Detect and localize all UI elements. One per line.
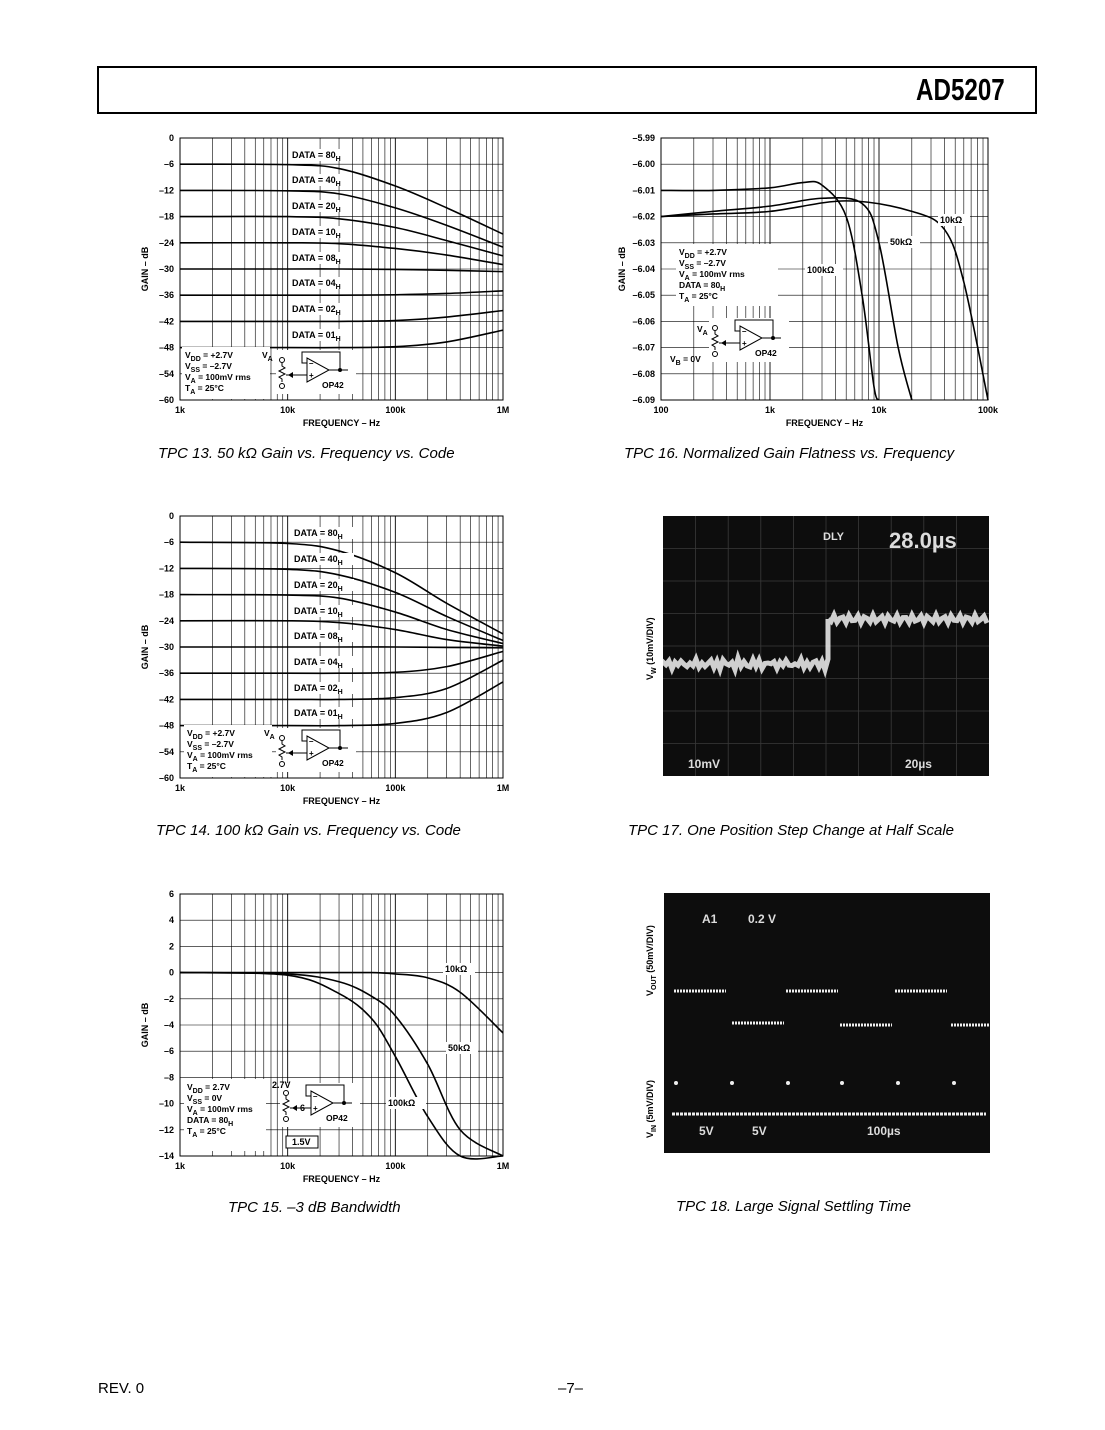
vin-spike-dot (786, 1081, 790, 1085)
scope-tpc17 (663, 516, 989, 776)
y-tick-label: –6.02 (632, 211, 655, 222)
y-tick-label: –6.09 (632, 395, 655, 405)
condition-text: $T_A = 25^\circ C$ (187, 1126, 226, 1139)
y-tick-label: 0 (168, 133, 174, 143)
y-tick-label: –18 (158, 211, 174, 222)
scope-label-time-div: 20µs (905, 757, 932, 771)
chart-tpc15 (130, 886, 520, 1186)
x-tick-label: 1k (764, 405, 776, 415)
page-header (97, 66, 1037, 114)
y-tick-label: –36 (158, 668, 174, 679)
condition-text: $V_{DD} = +2.7V$ (679, 247, 727, 260)
y-tick-label: –6 (163, 537, 174, 548)
condition-text: $T_A = 25^\circ C$ (679, 291, 718, 304)
condition-text: $V_{SS} = 0V$ (187, 1093, 223, 1106)
series-label: DATA = $80_H$ (292, 150, 341, 163)
y-tick-label: –6.08 (632, 368, 655, 379)
y-tick-label: 0 (168, 511, 174, 521)
part-number: AD5207 (916, 72, 1005, 107)
plus-sign: + (742, 339, 747, 348)
plus-sign: + (309, 371, 314, 380)
terminal (284, 1091, 289, 1096)
condition-text: DATA = $80_H$ (187, 1115, 234, 1128)
terminal (284, 1117, 289, 1122)
op-amp-schematic-15 (280, 1083, 360, 1127)
y-tick-label: –6.00 (632, 159, 655, 170)
series-label: DATA = $01_H$ (294, 708, 343, 721)
series-label: 10kΩ (940, 215, 963, 225)
chart-tpc14 (130, 508, 520, 808)
x-tick-label: 1k (174, 783, 186, 793)
series-label: DATA = $08_H$ (294, 631, 343, 644)
series-label: DATA = $40_H$ (294, 554, 343, 567)
series-label: DATA = $02_H$ (294, 683, 343, 696)
caption-tpc14: TPC 14. 100 kΩ Gain vs. Frequency vs. Code (156, 822, 461, 839)
x-tick-label: 10k (280, 405, 296, 415)
series-label: 100kΩ (807, 265, 835, 275)
condition-text: $V_{SS} = -2.7V$ (187, 739, 234, 752)
caption-tpc17: TPC 17. One Position Step Change at Half Scale (628, 822, 955, 839)
terminal (713, 326, 718, 331)
plus-sign: + (309, 749, 314, 758)
y-tick-label: –6.06 (632, 316, 655, 327)
condition-text: $V_{DD} = +2.7V$ (185, 350, 233, 363)
scope-tpc18-ylabel-bottom: $V_{IN}$ (5mV/DIV) (645, 1079, 658, 1138)
y-tick-label: –12 (158, 563, 174, 574)
condition-text: $V_{SS} = -2.7V$ (679, 258, 726, 271)
scope-tpc17-ylabel: $V_W$ (10mV/DIV) (645, 617, 658, 680)
x-tick-label: 100k (385, 405, 406, 415)
scope-trace (663, 615, 987, 670)
x-axis-label: FREQUENCY – Hz (302, 1174, 381, 1184)
vin-spike-dot (952, 1081, 956, 1085)
x-tick-label: 100k (977, 405, 999, 415)
y-tick-label: –48 (158, 342, 174, 353)
pin-label: 6 (300, 1103, 306, 1113)
minus-sign: – (742, 327, 747, 336)
chart-tpc16 (600, 130, 1000, 430)
condition-text: DATA = $80_H$ (679, 280, 726, 293)
x-axis-label: FREQUENCY – Hz (785, 418, 864, 428)
caption-tpc16: TPC 16. Normalized Gain Flatness vs. Frequency (624, 445, 955, 462)
chart-tpc13 (130, 130, 520, 430)
x-tick-label: 100k (385, 783, 406, 793)
y-tick-label: 6 (168, 889, 174, 899)
x-axis-label: FREQUENCY – Hz (302, 796, 381, 806)
caption-tpc15: TPC 15. –3 dB Bandwidth (228, 1199, 401, 1216)
y-tick-label: –6 (163, 159, 174, 170)
minus-sign: – (309, 737, 314, 746)
x-tick-label: 10k (280, 783, 296, 793)
series-label: DATA = $20_H$ (292, 201, 341, 214)
y-tick-label: –2 (163, 993, 174, 1004)
plus-sign: + (313, 1104, 318, 1113)
scope-label-channel: A1 (702, 912, 718, 926)
scope-tpc18-ylabel-top: $V_{OUT}$ (50mV/DIV) (645, 925, 658, 996)
condition-text: $T_A = 25^\circ C$ (185, 383, 224, 396)
bias-label: 1.5V (292, 1137, 311, 1147)
y-tick-label: –54 (158, 368, 174, 379)
x-tick-label: 100 (653, 405, 669, 415)
y-tick-label: –12 (158, 1124, 174, 1135)
series-label: DATA = $20_H$ (294, 580, 343, 593)
vb-label: $V_B = 0V$ (670, 354, 701, 367)
y-tick-label: –6 (163, 1046, 174, 1057)
scope-label-delay-time: 28.0µs (889, 528, 957, 553)
y-tick-label: –14 (158, 1151, 174, 1161)
y-tick-label: –60 (158, 395, 174, 405)
terminal (713, 352, 718, 357)
series-line (180, 269, 503, 272)
terminal (280, 384, 285, 389)
series-label: 50kΩ (448, 1043, 471, 1053)
minus-sign: – (309, 359, 314, 368)
y-tick-label: –6.01 (632, 185, 655, 196)
x-tick-label: 1M (496, 1161, 510, 1171)
va-label: $V_A$ (697, 324, 708, 337)
y-tick-label: –24 (158, 237, 174, 248)
scope-label-volts-div: 10mV (688, 757, 721, 771)
x-tick-label: 10k (280, 1161, 296, 1171)
op-amp-schematic-13 (276, 350, 356, 394)
va-label: $V_A$ (262, 350, 273, 363)
y-tick-label: 4 (168, 915, 174, 926)
series-label: DATA = $04_H$ (292, 278, 341, 291)
x-tick-label: 100k (385, 1161, 406, 1171)
condition-text: $T_A = 25^\circ C$ (187, 761, 226, 774)
caption-tpc18: TPC 18. Large Signal Settling Time (676, 1198, 911, 1215)
y-axis-label: GAIN – dB (617, 246, 627, 292)
y-tick-label: –10 (158, 1098, 174, 1109)
op-amp-label: OP42 (322, 380, 344, 390)
condition-text: $V_A = 100mV$ rms (187, 750, 253, 763)
scope-label-ch2-scale: 5V (752, 1124, 767, 1138)
terminal (280, 736, 285, 741)
op-amp-label: OP42 (322, 758, 344, 768)
footer-page-number: –7– (558, 1380, 584, 1397)
y-tick-label: 2 (168, 941, 174, 952)
series-label: DATA = $04_H$ (294, 657, 343, 670)
op-amp-schematic-14 (276, 728, 356, 772)
scope-tpc18 (664, 893, 990, 1153)
op-amp-label: OP42 (755, 348, 777, 358)
series-label: 100kΩ (388, 1098, 416, 1108)
series-label: DATA = $02_H$ (292, 304, 341, 317)
op-amp-schematic-16 (709, 318, 789, 362)
series-label: DATA = $80_H$ (294, 528, 343, 541)
y-tick-label: –5.99 (632, 133, 655, 143)
series-label: DATA = $08_H$ (292, 253, 341, 266)
y-tick-label: –42 (158, 694, 174, 705)
y-axis-label: GAIN – dB (140, 624, 150, 670)
y-tick-label: –4 (163, 1020, 174, 1030)
caption-tpc13: TPC 13. 50 kΩ Gain vs. Frequency vs. Code (158, 445, 455, 462)
supply-label: 2.7V (272, 1080, 291, 1090)
y-tick-label: –6.04 (632, 264, 655, 274)
x-tick-label: 1M (496, 783, 510, 793)
y-axis-label: GAIN – dB (140, 1002, 150, 1048)
y-tick-label: –42 (158, 316, 174, 327)
vin-spike-dot (840, 1081, 844, 1085)
vin-spike-dot (896, 1081, 900, 1085)
vin-spike-dot (730, 1081, 734, 1085)
y-tick-label: –30 (158, 642, 174, 652)
y-tick-label: 0 (168, 967, 174, 978)
y-tick-label: –48 (158, 720, 174, 731)
y-tick-label: –6.05 (632, 290, 655, 301)
series-label: DATA = $10_H$ (292, 227, 341, 240)
y-tick-label: –54 (158, 746, 174, 757)
condition-text: $V_{DD} = 2.7V$ (187, 1082, 230, 1095)
condition-text: $V_A = 100mV$ rms (679, 269, 745, 282)
footer-revision: REV. 0 (98, 1380, 145, 1397)
scope-label-dly: DLY (823, 531, 844, 543)
x-tick-label: 1k (174, 1161, 186, 1171)
terminal (280, 762, 285, 767)
x-axis-label: FREQUENCY – Hz (302, 418, 381, 428)
series-label: DATA = $01_H$ (292, 330, 341, 343)
series-label: 50kΩ (890, 237, 913, 247)
y-tick-label: –18 (158, 589, 174, 600)
scope-label-ch1-scale: 5V (699, 1124, 714, 1138)
condition-text: $V_A = 100mV$ rms (185, 372, 251, 385)
y-tick-label: –6.07 (632, 342, 655, 353)
condition-text: $V_A = 100mV$ rms (187, 1104, 253, 1117)
y-tick-label: –36 (158, 290, 174, 301)
scope-label-scale: 0.2 V (748, 912, 777, 926)
x-tick-label: 10k (871, 405, 887, 415)
va-label: $V_A$ (264, 728, 275, 741)
scope-label-time-div: 100µs (867, 1124, 901, 1138)
x-tick-label: 1k (174, 405, 186, 415)
y-tick-label: –30 (158, 264, 174, 274)
x-tick-label: 1M (496, 405, 510, 415)
series-line (180, 973, 503, 1033)
y-axis-label: GAIN – dB (140, 246, 150, 292)
y-tick-label: –12 (158, 185, 174, 196)
y-tick-label: –24 (158, 615, 174, 626)
series-label: DATA = $40_H$ (292, 175, 341, 188)
series-label: DATA = $10_H$ (294, 606, 343, 619)
terminal (280, 358, 285, 363)
op-amp-label: OP42 (326, 1113, 348, 1123)
y-tick-label: –60 (158, 773, 174, 783)
series-line (180, 647, 503, 648)
series-line (180, 291, 503, 295)
y-tick-label: –6.03 (632, 237, 655, 248)
condition-text: $V_{SS} = -2.7V$ (185, 361, 232, 374)
y-tick-label: –8 (163, 1072, 174, 1083)
minus-sign: – (313, 1092, 318, 1101)
condition-text: $V_{DD} = +2.7V$ (187, 728, 235, 741)
vin-spike-dot (674, 1081, 678, 1085)
series-label: 10kΩ (445, 964, 468, 974)
